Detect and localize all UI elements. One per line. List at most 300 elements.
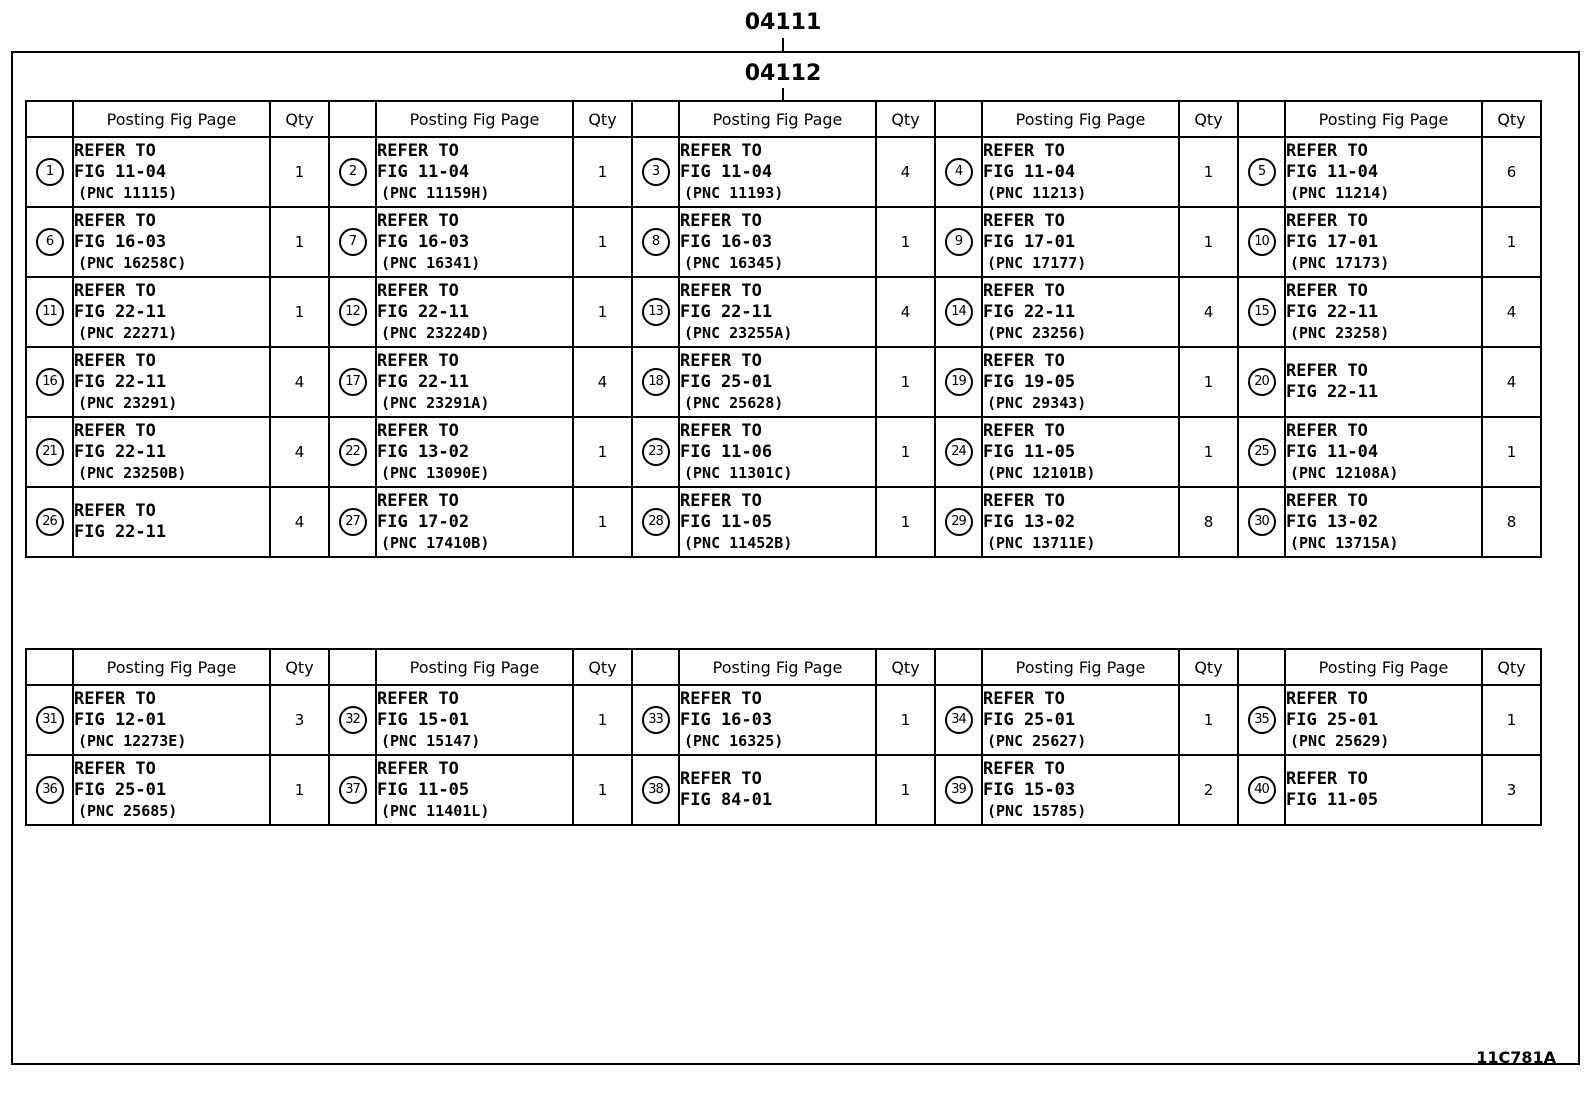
header-qty: Qty [876,101,935,137]
pnc-text: (PNC 23256) [987,323,1087,342]
pnc-text: (PNC 12108A) [1290,463,1399,482]
table-row [26,685,1541,755]
item-number-badge: 14 [945,298,973,326]
qty-cell: 4 [573,347,632,417]
item-number-cell [329,487,376,557]
item-number-cell [1238,685,1285,755]
qty-cell: 1 [1179,347,1238,417]
pnc-text: (PNC 16258C) [78,253,187,272]
refer-to-text: REFER TO [983,490,1065,511]
refer-to-text: REFER TO [680,350,762,371]
refer-to-text: REFER TO [1286,140,1368,161]
item-number-badge: 13 [642,298,670,326]
fig-page-text: FIG 22-11 [1286,382,1379,402]
qty-cell: 1 [573,137,632,207]
qty-cell: 1 [876,207,935,277]
refer-to-text: REFER TO [1286,420,1368,441]
header-posting-fig-page: Posting Fig Page [982,101,1179,137]
refer-to-text: REFER TO [74,501,156,521]
qty-cell: 3 [1482,755,1541,825]
fig-page-text: FIG 17-01 [983,231,1076,252]
refer-to-text: REFER TO [983,350,1065,371]
refer-to-text: REFER TO [983,420,1065,441]
refer-to-text: REFER TO [1286,210,1368,231]
qty-cell: 1 [876,347,935,417]
refer-to-text: REFER TO [74,420,156,441]
fig-page-text: FIG 16-03 [680,709,773,730]
qty-cell: 1 [573,417,632,487]
item-number-badge: 12 [339,298,367,326]
refer-to-text: REFER TO [680,420,762,441]
item-number-cell [1238,347,1285,417]
qty-cell: 4 [876,277,935,347]
header-posting-fig-page: Posting Fig Page [1285,649,1482,685]
fig-page-text: FIG 22-11 [983,301,1076,322]
fig-page-text: FIG 22-11 [1286,301,1379,322]
refer-to-text: REFER TO [74,140,156,161]
table-row [26,277,1541,347]
item-number-cell [935,207,982,277]
qty-cell: 1 [876,487,935,557]
table-row [26,137,1541,207]
refer-to-text: REFER TO [74,758,156,779]
qty-cell: 4 [270,487,329,557]
pnc-text: (PNC 25629) [1290,731,1390,750]
fig-page-text: FIG 84-01 [680,790,773,810]
item-number-cell [329,347,376,417]
posting-fig-page-cell [376,417,573,487]
fig-page-text: FIG 22-11 [74,301,167,322]
header-blank [632,101,679,137]
pnc-text: (PNC 13715A) [1290,533,1399,552]
item-number-badge: 37 [339,776,367,804]
item-number-badge: 3 [642,158,670,186]
posting-fig-page-cell [376,277,573,347]
item-number-cell [26,347,73,417]
header-blank [935,101,982,137]
refer-to-text: REFER TO [1286,490,1368,511]
item-number-badge: 8 [642,228,670,256]
qty-cell: 1 [876,685,935,755]
refer-to-text: REFER TO [1286,769,1368,789]
refer-to-text: REFER TO [74,280,156,301]
qty-cell: 1 [573,685,632,755]
item-number-badge: 38 [642,776,670,804]
pnc-text: (PNC 13090E) [381,463,490,482]
posting-fig-page-cell [1285,137,1482,207]
qty-cell: 1 [1482,417,1541,487]
item-number-cell [1238,277,1285,347]
item-number-cell [632,417,679,487]
table-header-row [26,649,1541,685]
posting-fig-page-cell [679,207,876,277]
item-number-badge: 16 [36,368,64,396]
header-qty: Qty [1482,649,1541,685]
item-number-badge: 1 [36,158,64,186]
item-number-badge: 30 [1248,508,1276,536]
item-number-cell [632,685,679,755]
header-blank [1238,101,1285,137]
pnc-text: (PNC 11301C) [684,463,793,482]
fig-page-text: FIG 11-05 [680,511,773,532]
item-number-cell [935,685,982,755]
refer-to-text: REFER TO [74,688,156,709]
posting-fig-page-cell [679,487,876,557]
item-number-cell [935,277,982,347]
item-number-cell [26,137,73,207]
qty-cell: 1 [270,755,329,825]
qty-cell: 1 [1179,207,1238,277]
fig-page-text: FIG 11-06 [680,441,773,462]
item-number-cell [329,137,376,207]
item-number-badge: 6 [36,228,64,256]
pnc-text: (PNC 17410B) [381,533,490,552]
fig-page-text: FIG 11-04 [983,161,1076,182]
fig-page-text: FIG 22-11 [74,522,167,542]
header-posting-fig-page: Posting Fig Page [376,649,573,685]
item-number-badge: 9 [945,228,973,256]
pnc-text: (PNC 23291) [78,393,178,412]
qty-cell: 4 [1179,277,1238,347]
header-posting-fig-page: Posting Fig Page [679,101,876,137]
leader-line-04112 [782,88,784,100]
fig-page-text: FIG 22-11 [377,371,470,392]
item-number-badge: 29 [945,508,973,536]
posting-fig-page-cell [679,347,876,417]
refer-to-text: REFER TO [680,210,762,231]
refer-to-text: REFER TO [377,140,459,161]
qty-cell: 1 [1482,207,1541,277]
posting-fig-page-cell [1285,487,1482,557]
item-number-badge: 25 [1248,438,1276,466]
fig-page-text: FIG 22-11 [74,441,167,462]
fig-page-text: FIG 25-01 [983,709,1076,730]
item-number-cell [935,137,982,207]
fig-page-text: FIG 16-03 [377,231,470,252]
posting-fig-page-cell [73,277,270,347]
posting-fig-page-cell [376,755,573,825]
posting-fig-page-cell [73,347,270,417]
item-number-cell [26,417,73,487]
refer-to-text: REFER TO [377,490,459,511]
item-number-cell [1238,207,1285,277]
posting-fig-page-cell [679,417,876,487]
fig-page-text: FIG 22-11 [74,371,167,392]
fig-page-text: FIG 25-01 [680,371,773,392]
posting-fig-page-cell [73,417,270,487]
item-number-badge: 32 [339,706,367,734]
refer-to-text: REFER TO [1286,688,1368,709]
item-number-cell [26,277,73,347]
posting-fig-page-cell [982,277,1179,347]
qty-cell: 3 [270,685,329,755]
fig-page-text: FIG 11-05 [377,779,470,800]
posting-fig-page-cell [982,487,1179,557]
item-number-badge: 7 [339,228,367,256]
item-number-badge: 27 [339,508,367,536]
header-posting-fig-page: Posting Fig Page [679,649,876,685]
header-qty: Qty [1482,101,1541,137]
item-number-cell [632,207,679,277]
item-number-badge: 18 [642,368,670,396]
refer-to-text: REFER TO [377,758,459,779]
refer-to-text: REFER TO [377,688,459,709]
refer-to-text: REFER TO [680,140,762,161]
refer-to-text: REFER TO [74,210,156,231]
posting-fig-page-cell [679,277,876,347]
item-number-cell [935,487,982,557]
fig-page-text: FIG 25-01 [1286,709,1379,730]
item-number-badge: 5 [1248,158,1276,186]
pnc-text: (PNC 11214) [1290,183,1390,202]
posting-fig-page-cell [982,207,1179,277]
posting-fig-page-cell [73,207,270,277]
qty-cell: 1 [270,207,329,277]
header-qty: Qty [1179,649,1238,685]
item-number-badge: 36 [36,776,64,804]
posting-fig-page-cell [1285,207,1482,277]
refer-to-text: REFER TO [377,420,459,441]
item-number-cell [1238,487,1285,557]
posting-fig-page-cell [73,685,270,755]
posting-fig-page-cell [376,137,573,207]
pnc-text: (PNC 12273E) [78,731,187,750]
fig-page-text: FIG 16-03 [680,231,773,252]
item-number-badge: 31 [36,706,64,734]
item-number-cell [329,207,376,277]
refer-to-text: REFER TO [983,140,1065,161]
pnc-text: (PNC 16325) [684,731,784,750]
header-posting-fig-page: Posting Fig Page [982,649,1179,685]
fig-page-text: FIG 11-04 [377,161,470,182]
item-number-cell [329,755,376,825]
qty-cell: 8 [1482,487,1541,557]
table-row [26,207,1541,277]
item-number-cell [26,207,73,277]
pnc-text: (PNC 15147) [381,731,481,750]
pnc-text: (PNC 13711E) [987,533,1096,552]
item-number-cell [1238,137,1285,207]
refer-to-text: REFER TO [983,210,1065,231]
posting-fig-page-cell [376,347,573,417]
fig-page-text: FIG 19-05 [983,371,1076,392]
item-number-cell [1238,755,1285,825]
item-number-cell [632,755,679,825]
fig-page-text: FIG 11-04 [680,161,773,182]
refer-to-text: REFER TO [680,769,762,789]
item-number-badge: 21 [36,438,64,466]
fig-page-text: FIG 17-01 [1286,231,1379,252]
item-number-cell [26,487,73,557]
item-number-cell [632,487,679,557]
header-qty: Qty [270,649,329,685]
posting-fig-page-cell [982,755,1179,825]
parts-table-1 [25,100,1542,558]
table-row [26,487,1541,557]
refer-to-text: REFER TO [1286,280,1368,301]
header-blank [935,649,982,685]
table-row [26,755,1541,825]
item-number-badge: 4 [945,158,973,186]
table-header-row [26,101,1541,137]
refer-to-text: REFER TO [377,280,459,301]
qty-cell: 1 [1482,685,1541,755]
fig-page-text: FIG 13-02 [377,441,470,462]
item-number-badge: 40 [1248,776,1276,804]
pnc-text: (PNC 11401L) [381,801,490,820]
header-qty: Qty [1179,101,1238,137]
leader-line-04111 [782,38,784,51]
pnc-text: (PNC 25628) [684,393,784,412]
fig-page-text: FIG 13-02 [983,511,1076,532]
item-number-cell [26,755,73,825]
posting-fig-page-cell [982,685,1179,755]
item-number-cell [329,417,376,487]
posting-fig-page-cell [679,755,876,825]
qty-cell: 1 [270,137,329,207]
group-label-04111: 04111 [744,10,822,35]
pnc-text: (PNC 23250B) [78,463,187,482]
item-number-cell [632,137,679,207]
parts-table-2 [25,648,1542,826]
item-number-cell [632,277,679,347]
fig-page-text: FIG 11-04 [1286,441,1379,462]
pnc-text: (PNC 17177) [987,253,1087,272]
posting-fig-page-cell [73,137,270,207]
qty-cell: 1 [1179,137,1238,207]
posting-fig-page-cell [1285,417,1482,487]
fig-page-text: FIG 11-05 [1286,790,1379,810]
fig-page-text: FIG 12-01 [74,709,167,730]
pnc-text: (PNC 23255A) [684,323,793,342]
pnc-text: (PNC 15785) [987,801,1087,820]
posting-fig-page-cell [1285,277,1482,347]
qty-cell: 6 [1482,137,1541,207]
posting-fig-page-cell [982,347,1179,417]
refer-to-text: REFER TO [983,688,1065,709]
item-number-badge: 23 [642,438,670,466]
refer-to-text: REFER TO [680,490,762,511]
posting-fig-page-cell [982,417,1179,487]
fig-page-text: FIG 17-02 [377,511,470,532]
posting-fig-page-cell [679,685,876,755]
header-blank [329,649,376,685]
item-number-badge: 35 [1248,706,1276,734]
pnc-text: (PNC 23224D) [381,323,490,342]
header-posting-fig-page: Posting Fig Page [73,101,270,137]
qty-cell: 1 [1179,685,1238,755]
pnc-text: (PNC 23291A) [381,393,490,412]
qty-cell: 2 [1179,755,1238,825]
qty-cell: 8 [1179,487,1238,557]
pnc-text: (PNC 25627) [987,731,1087,750]
item-number-cell [26,685,73,755]
header-blank [26,649,73,685]
qty-cell: 1 [573,755,632,825]
item-number-badge: 19 [945,368,973,396]
item-number-cell [329,277,376,347]
pnc-text: (PNC 11159H) [381,183,490,202]
fig-page-text: FIG 16-03 [74,231,167,252]
header-blank [329,101,376,137]
refer-to-text: REFER TO [377,210,459,231]
qty-cell: 1 [1179,417,1238,487]
header-blank [26,101,73,137]
qty-cell: 4 [1482,277,1541,347]
item-number-badge: 33 [642,706,670,734]
qty-cell: 1 [270,277,329,347]
qty-cell: 4 [270,417,329,487]
qty-cell: 1 [573,277,632,347]
item-number-cell [935,417,982,487]
posting-fig-page-cell [376,207,573,277]
fig-page-text: FIG 22-11 [377,301,470,322]
qty-cell: 4 [876,137,935,207]
qty-cell: 4 [270,347,329,417]
pnc-text: (PNC 22271) [78,323,178,342]
posting-fig-page-cell [376,685,573,755]
pnc-text: (PNC 23258) [1290,323,1390,342]
posting-fig-page-cell [982,137,1179,207]
posting-fig-page-cell [1285,755,1482,825]
qty-cell: 1 [876,417,935,487]
item-number-badge: 39 [945,776,973,804]
qty-cell: 1 [573,487,632,557]
item-number-badge: 22 [339,438,367,466]
item-number-badge: 20 [1248,368,1276,396]
refer-to-text: REFER TO [680,280,762,301]
item-number-badge: 17 [339,368,367,396]
item-number-badge: 10 [1248,228,1276,256]
pnc-text: (PNC 29343) [987,393,1087,412]
fig-page-text: FIG 22-11 [680,301,773,322]
fig-page-text: FIG 11-04 [74,161,167,182]
refer-to-text: REFER TO [983,280,1065,301]
posting-fig-page-cell [73,487,270,557]
item-number-cell [935,347,982,417]
posting-fig-page-cell [73,755,270,825]
item-number-badge: 15 [1248,298,1276,326]
header-qty: Qty [270,101,329,137]
table-row [26,417,1541,487]
header-posting-fig-page: Posting Fig Page [1285,101,1482,137]
table-row [26,347,1541,417]
posting-fig-page-cell [1285,685,1482,755]
qty-cell: 1 [876,755,935,825]
item-number-badge: 34 [945,706,973,734]
header-qty: Qty [573,649,632,685]
group-label-04112: 04112 [744,61,822,86]
pnc-text: (PNC 16341) [381,253,481,272]
item-number-cell [329,685,376,755]
qty-cell: 4 [1482,347,1541,417]
header-qty: Qty [876,649,935,685]
header-posting-fig-page: Posting Fig Page [376,101,573,137]
header-blank [632,649,679,685]
pnc-text: (PNC 11213) [987,183,1087,202]
pnc-text: (PNC 25685) [78,801,178,820]
item-number-badge: 26 [36,508,64,536]
pnc-text: (PNC 11452B) [684,533,793,552]
refer-to-text: REFER TO [74,350,156,371]
fig-page-text: FIG 11-04 [1286,161,1379,182]
posting-fig-page-cell [1285,347,1482,417]
fig-page-text: FIG 15-01 [377,709,470,730]
posting-fig-page-cell [679,137,876,207]
item-number-cell [632,347,679,417]
pnc-text: (PNC 11115) [78,183,178,202]
pnc-text: (PNC 17173) [1290,253,1390,272]
